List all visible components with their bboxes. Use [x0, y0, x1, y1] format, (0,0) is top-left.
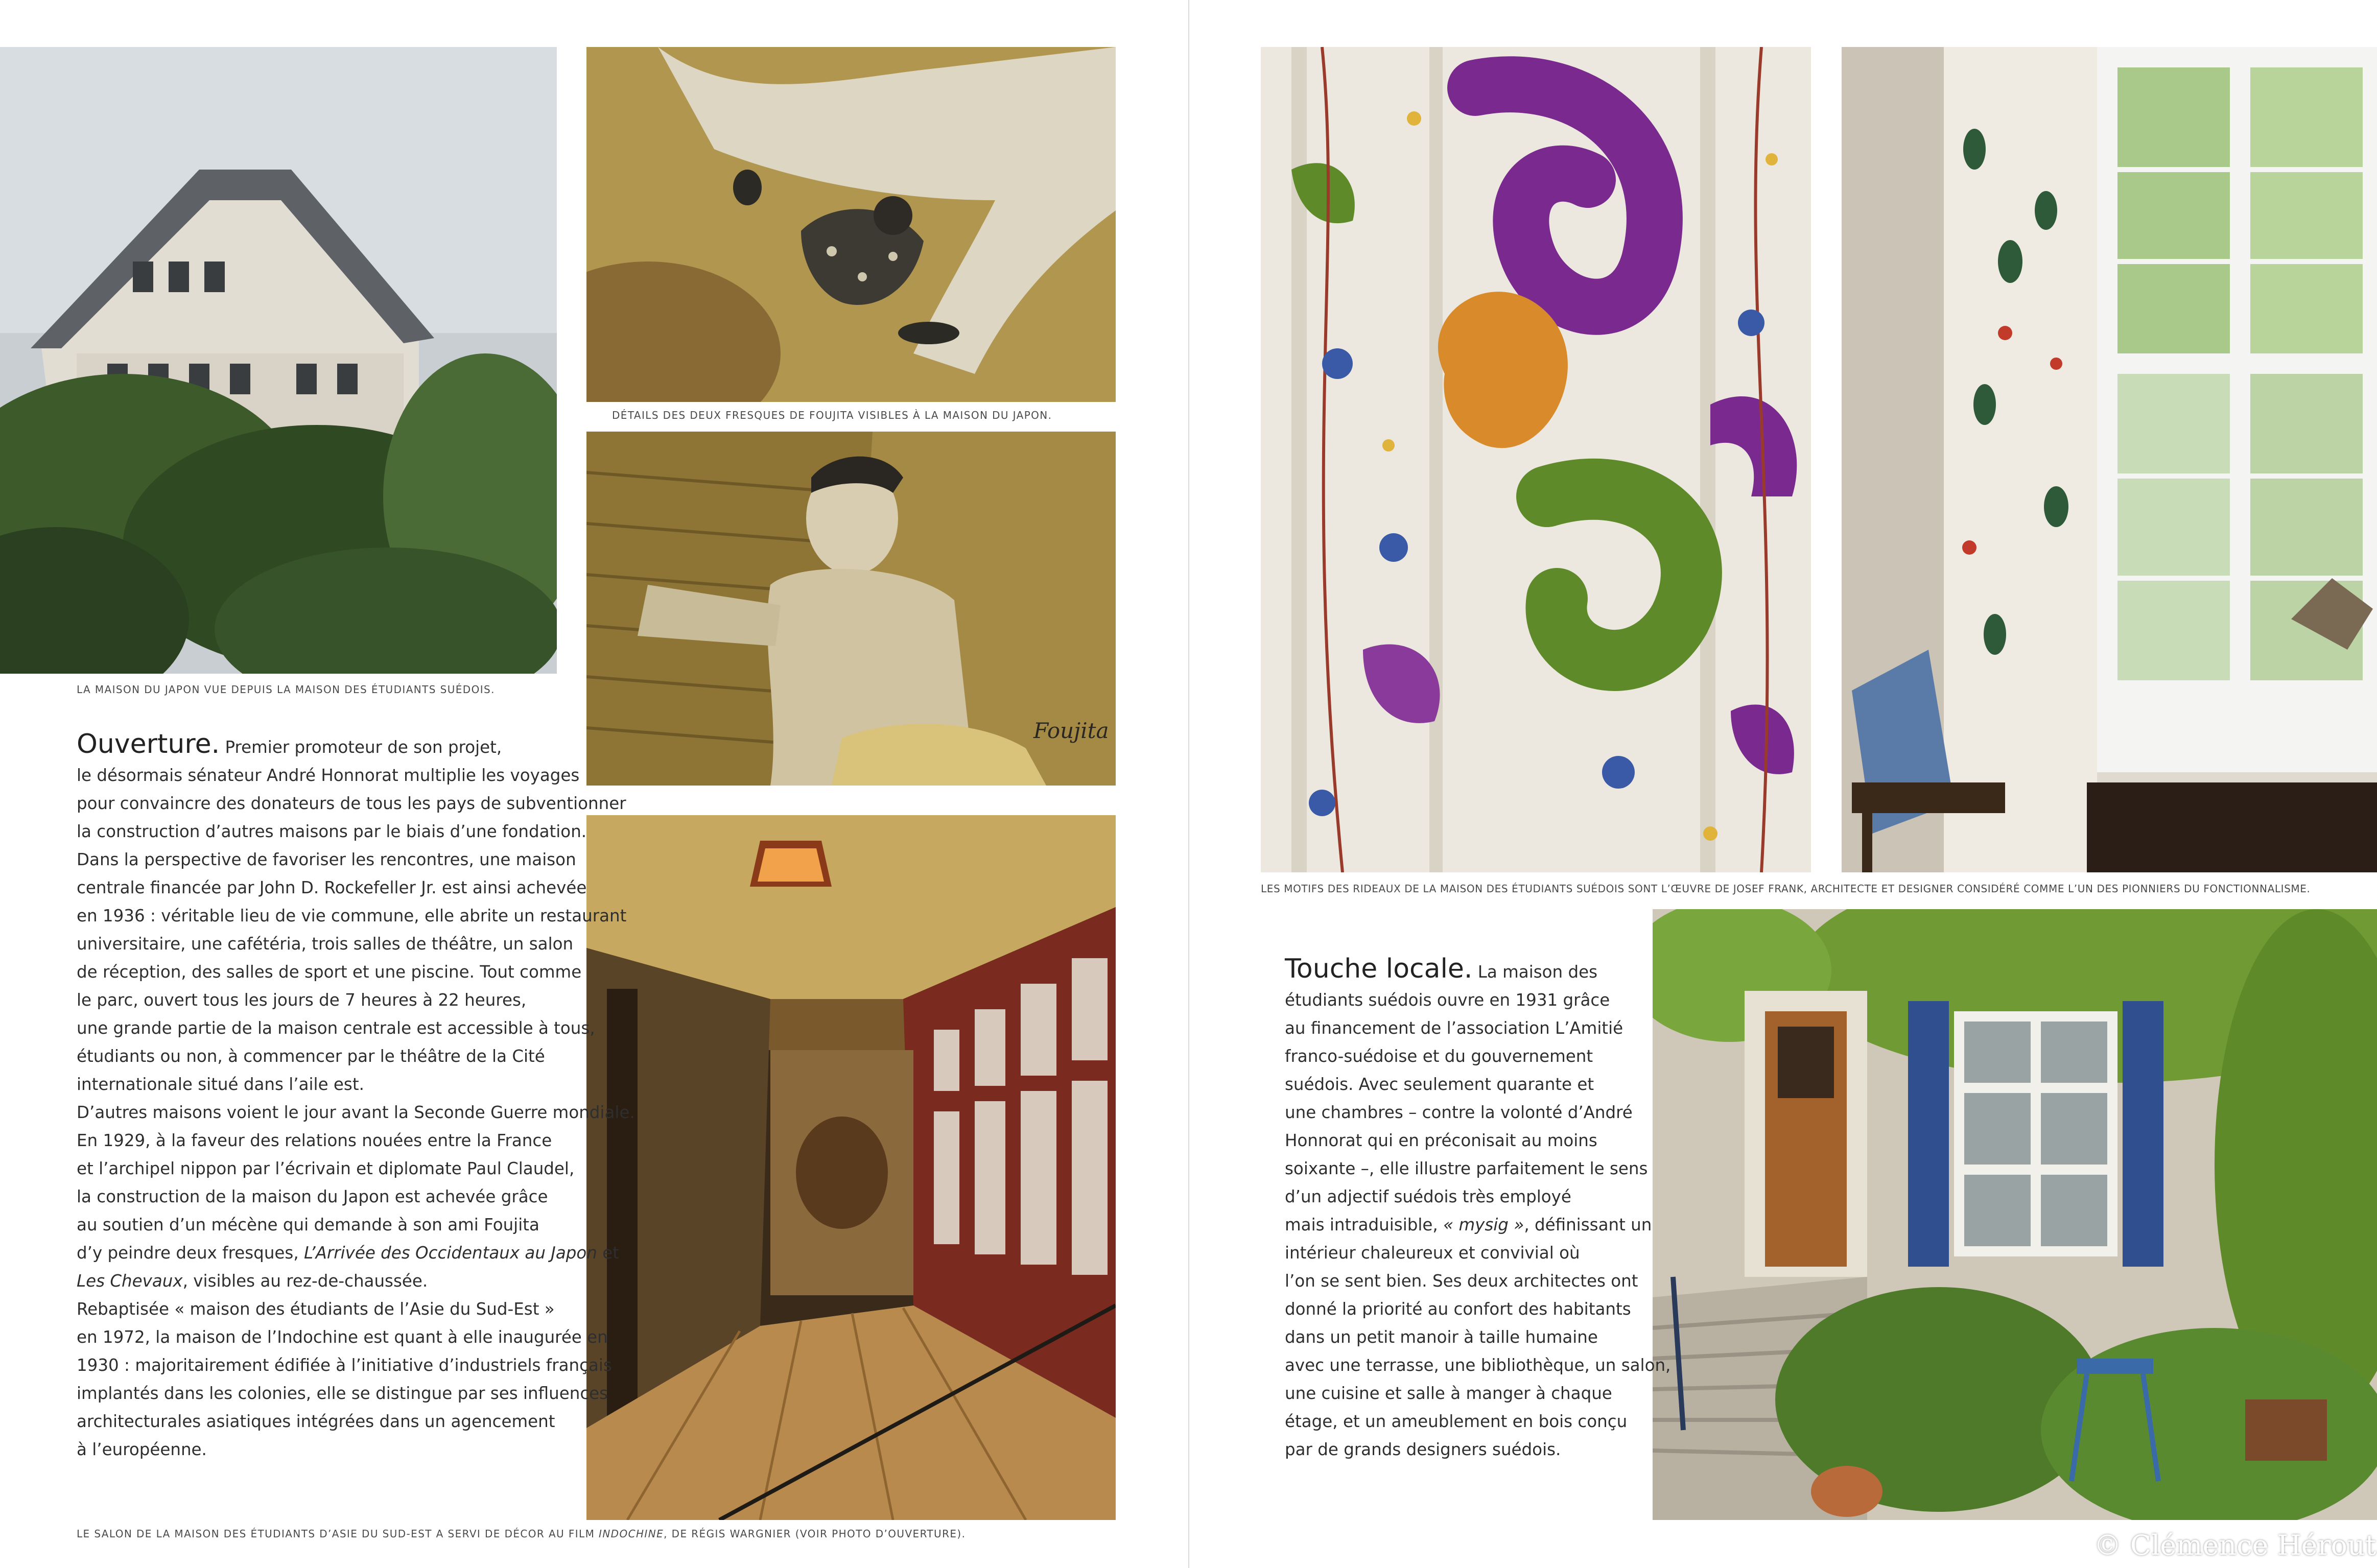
photo-fresque-personnage [586, 432, 1116, 786]
page-gutter [1188, 0, 1189, 1568]
photo-fenetre-rideau [1842, 47, 2377, 872]
article-touche-locale: Touche locale. La maison des étudiants suédois ouvre en 1931 grâce au financement de l’association L’Amitié franco-suédoise et du gouvernement suédois. Avec seulement quarante et une chambres – contre la volonté d’André Honnorat qui en préconisait au moins soixante –, elle illustre parfaitement le sens d’un adjectif suédois très employé mais intraduisible, « mysig », définissant un intérieur chaleureux et convivial où l’on se sent bien. Ses deux architectes ont donné la priorité au confort des habitants dans un petit manoir à taille humaine avec une terrasse, une bibliothèque, un salon, une cuisine et salle à manger à chaque étage, et un ameublement en bois conçu par de grands designers suédois. [1285, 954, 1671, 1459]
photo-salon-asie-sud-est [586, 815, 1116, 1520]
photo-maison-du-japon [0, 47, 557, 674]
fresque-signature: Foujita [1033, 718, 1109, 743]
article-touche-locale-lead: Touche locale. [1285, 954, 1473, 984]
photo-maison-suedoise [1653, 909, 2377, 1520]
article-ouverture-lead: Ouverture. [77, 729, 220, 759]
photo-fresque-chevaux [586, 47, 1116, 402]
caption-salon: LE SALON DE LA MAISON DES ÉTUDIANTS D’ASIE DU SUD-EST A SERVI DE DÉCOR AU FILM INDOCHINE, DE RÉGIS WARGNIER (VOIR PHOTO D’OUVERTURE). [77, 1528, 966, 1540]
caption-fresques: DÉTAILS DES DEUX FRESQUES DE FOUJITA VISIBLES À LA MAISON DU JAPON. [612, 409, 1052, 421]
caption-rideaux: LES MOTIFS DES RIDEAUX DE LA MAISON DES ÉTUDIANTS SUÉDOIS SONT L’ŒUVRE DE JOSEF FRANK, ARCHITECTE ET DESIGNER CONSIDÉRÉ COMME L’UN DES PIONNIERS DU FONCTIONNALISME. [1261, 883, 2311, 895]
photo-credit: © Clémence Hérout [2093, 1522, 2377, 1568]
article-ouverture: Ouverture. Premier promoteur de son projet, le désormais sénateur André Honnorat multiplie les voyages pour convaincre des donateurs de tous les pays de subventionner la construction d’autres maisons par le biais d’une fondation. Dans la perspective de favoriser les rencontres, une maison centrale financée par John D. Rockefeller Jr. est ainsi achevée en 1936 : véritable lieu de vie commune, elle abrite un restaurant universitaire, une cafétéria, trois salles de théâtre, un salon de réception, des salles de sport et une piscine. Tout comme le parc, ouvert tous les jours de 7 heures à 22 heures, une grande partie de la maison centrale est accessible à tous, étudiants ou non, à commencer par le théâtre de la Cité internationale situé dans l’aile est. D’autres maisons voient le jour avant la Seconde Guerre mondiale. En 1929, à la faveur des relations nouées entre la France et l’archipel nippon par l’écrivain et diplomate Paul Claudel, la construction de la maison du Japon est achevée grâce au soutien d’un mécène qui demande à son ami Foujita d’y peindre deux fresques, L’Arrivée des Occidentaux au Japon et Les Chevaux, visibles au rez-de-chaussée. Rebaptisée « maison des étudiants de l’Asie du Sud-Est » en 1972, la maison de l’Indochine est quant à elle inaugurée en 1930 : majoritairement édifiée à l’initiative d’industriels français implantés dans les colonies, elle se distingue par ses influences architecturales asiatiques intégrées dans un agencement à l’européenne. [77, 729, 635, 1459]
caption-maison-du-japon: LA MAISON DU JAPON VUE DEPUIS LA MAISON DES ÉTUDIANTS SUÉDOIS. [77, 683, 495, 696]
photo-rideau-motifs [1261, 47, 1811, 872]
